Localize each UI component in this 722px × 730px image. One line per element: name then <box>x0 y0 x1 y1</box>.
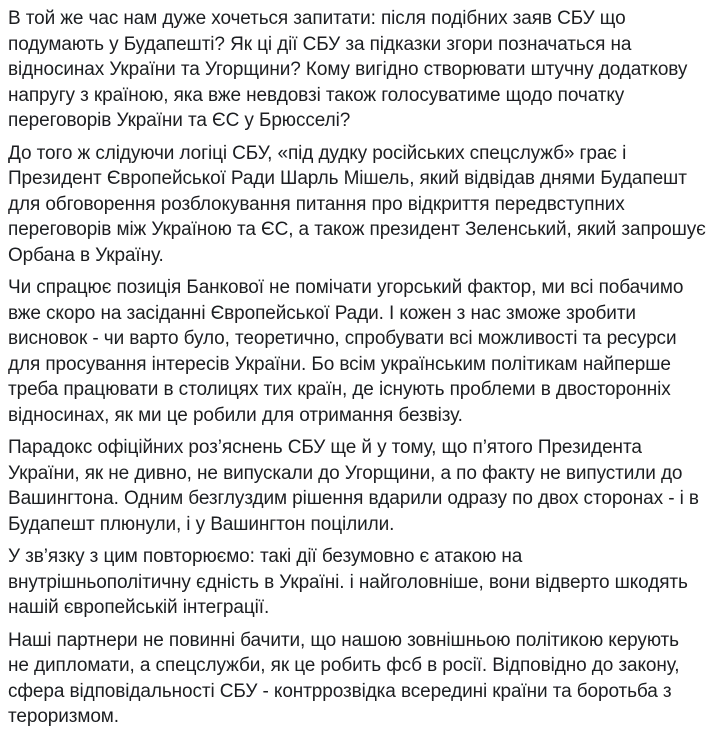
text-line: сфера відповідальності СБУ - контррозвідка всередині країни та боротьба з <box>8 680 672 702</box>
text-line: Парадокс офіційних роз’яснень СБУ ще й у тому, що п’ятого Президента <box>8 437 642 458</box>
paragraph-1 <box>8 6 714 134</box>
text-line: До того ж слідуючи логіці СБУ, «під дудку російських спецслужб» грає і <box>8 142 627 164</box>
text-line: напругу з країною, яка вже невдовзі також голосуватиме щодо початку <box>8 84 625 106</box>
text-line: не дипломати, а спецслужби, як це робить фсб в росії. Відповідно до закону, <box>8 655 680 676</box>
text-line: висновок - чи варто було, теоретично, спробувати всі можливості та ресурси <box>8 328 677 349</box>
text-line: подумають у Будапешті? Як ці дії СБУ за підказки згори позначаться на <box>8 33 632 55</box>
text-line: У зв’язку з цим повторюємо: такі дії безумовно є атакою на <box>8 546 523 567</box>
text-line: В той же час нам дуже хочеться запитати: після подібних заяв СБУ що <box>8 8 626 29</box>
text-line: вже скоро на засіданні Європейської Ради. І кожен з нас зможе зробити <box>8 302 636 324</box>
paragraph-5 <box>8 544 714 621</box>
text-line: треба працювати в столицях тих країн, де існують проблеми в двосторонніх <box>8 379 671 400</box>
paragraph-6 <box>8 628 714 730</box>
text-line: для обговорення розблокування питання про відкриття передвступних <box>8 193 625 215</box>
text-line: відносинах, як ми це робили для отримання безвізу. <box>8 404 463 426</box>
text-line: Будапешт плюнули, і у Вашингтон поцілили. <box>8 513 395 535</box>
text-line: переговорів між Україною та ЄС, а також президент Зеленський, який запрошує <box>8 219 706 240</box>
text-line: нашій європейській інтеграції. <box>8 597 270 618</box>
text-line: Наші партнери не повинні бачити, що нашою зовнішньою політикою керують <box>8 629 679 651</box>
text-line: Чи спрацює позиція Банкової не помічати угорський фактор, ми всі побачимо <box>8 277 684 298</box>
text-line: Орбана в Україну. <box>8 244 164 266</box>
paragraph-3 <box>8 275 714 428</box>
text-line: внутрішньополітичну єдність в Україні. і найголовніше, вони відверто шкодять <box>8 571 688 593</box>
text-line: України, як не дивно, не випускали до Угорщини, а по факту не випустили до <box>8 462 683 484</box>
paragraph-2 <box>8 141 714 269</box>
text-line: Вашингтона. Одним безглуздим рішення вдарили одразу по двох сторонах - і в <box>8 488 699 509</box>
paragraph-4 <box>8 435 714 537</box>
text-line: переговорів України та ЄС у Брюсселі? <box>8 110 351 131</box>
text-line: для просування інтересів України. Бо всім українським політикам найперше <box>8 353 671 375</box>
text-line: тероризмом. <box>8 706 119 727</box>
text-line: відносинах України та Угорщини? Кому вигідно створювати штучну додаткову <box>8 59 688 80</box>
text-line: Президент Європейської Ради Шарль Мішель, який відвідав днями Будапешт <box>8 168 687 189</box>
